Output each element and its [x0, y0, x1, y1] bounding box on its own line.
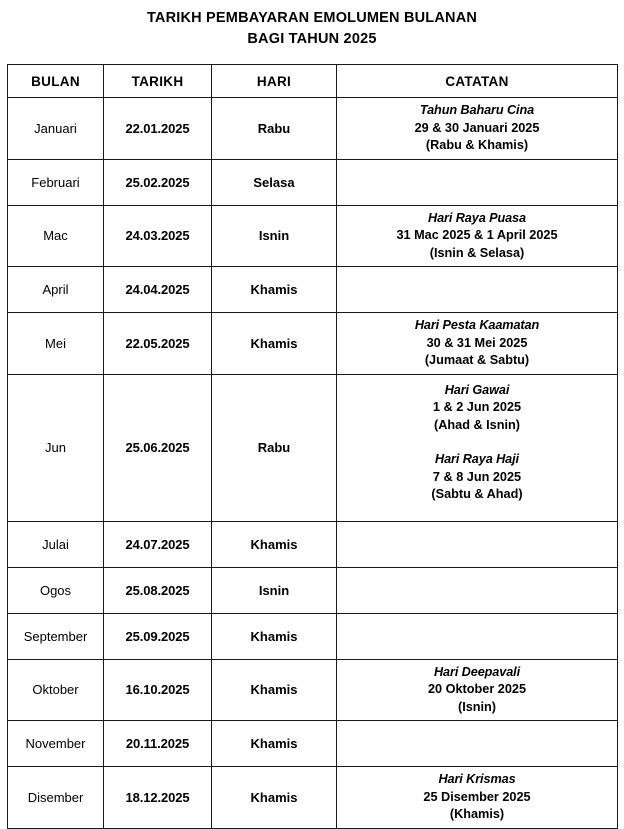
schedule-table-wrapper	[7, 64, 617, 829]
holiday-day: (Khamis)	[449, 807, 505, 821]
holiday-note	[340, 102, 614, 155]
table-row	[8, 98, 618, 160]
cell-catatan	[337, 159, 618, 205]
holiday-day: (Jumaat & Sabtu)	[424, 353, 530, 367]
cell-hari: Khamis	[212, 767, 337, 829]
holiday-note	[340, 210, 614, 263]
holiday-name: Tahun Baharu Cina	[419, 103, 535, 117]
cell-tarikh: 25.09.2025	[104, 613, 212, 659]
table-row	[8, 205, 618, 267]
cell-hari: Isnin	[212, 567, 337, 613]
holiday-date: 29 & 30 Januari 2025	[414, 120, 540, 135]
cell-catatan	[337, 567, 618, 613]
holiday-note	[340, 451, 614, 504]
cell-bulan: November	[8, 721, 104, 767]
cell-bulan: April	[8, 267, 104, 313]
cell-tarikh: 20.11.2025	[104, 721, 212, 767]
table-row	[8, 659, 618, 721]
cell-hari: Khamis	[212, 521, 337, 567]
cell-catatan	[337, 313, 618, 375]
table-header	[8, 65, 618, 98]
cell-bulan: Mac	[8, 205, 104, 267]
cell-hari: Selasa	[212, 159, 337, 205]
cell-tarikh: 24.07.2025	[104, 521, 212, 567]
cell-bulan: Oktober	[8, 659, 104, 721]
cell-catatan	[337, 374, 618, 521]
column-header-bulan: BULAN	[8, 65, 104, 98]
table-body	[8, 98, 618, 829]
cell-bulan: Disember	[8, 767, 104, 829]
table-row	[8, 767, 618, 829]
holiday-date: 25 Disember 2025	[423, 789, 531, 804]
holiday-day: (Rabu & Khamis)	[425, 138, 529, 152]
table-header-row	[8, 65, 618, 98]
table-row	[8, 374, 618, 521]
cell-catatan	[337, 659, 618, 721]
cell-tarikh: 25.06.2025	[104, 374, 212, 521]
cell-hari: Isnin	[212, 205, 337, 267]
title-line-1: TARIKH PEMBAYARAN EMOLUMEN BULANAN	[146, 10, 478, 26]
holiday-day: (Isnin & Selasa)	[429, 245, 525, 260]
holiday-name: Hari Krismas	[438, 772, 516, 786]
holiday-name: Hari Gawai	[444, 382, 510, 397]
title-line-2: BAGI TAHUN 2025	[247, 31, 377, 47]
cell-hari: Khamis	[212, 313, 337, 375]
cell-bulan: Mei	[8, 313, 104, 375]
cell-hari: Rabu	[212, 374, 337, 521]
holiday-name: Hari Raya Puasa	[428, 210, 526, 225]
holiday-note	[340, 382, 614, 435]
holiday-day: (Ahad & Isnin)	[434, 417, 520, 432]
cell-hari: Khamis	[212, 659, 337, 721]
holiday-date: 20 Oktober 2025	[427, 682, 527, 696]
cell-catatan	[337, 767, 618, 829]
table-row	[8, 613, 618, 659]
cell-bulan: Januari	[8, 98, 104, 160]
cell-catatan	[337, 521, 618, 567]
table-row	[8, 521, 618, 567]
cell-catatan	[337, 267, 618, 313]
holiday-note	[340, 664, 614, 717]
cell-bulan: Februari	[8, 159, 104, 205]
holiday-day: (Isnin)	[457, 699, 497, 714]
cell-bulan: Ogos	[8, 567, 104, 613]
cell-tarikh: 24.03.2025	[104, 205, 212, 267]
cell-tarikh: 24.04.2025	[104, 267, 212, 313]
column-header-catatan: CATATAN	[337, 65, 618, 98]
holiday-name: Hari Raya Haji	[435, 452, 519, 466]
page-title	[0, 0, 624, 50]
holiday-date: 30 & 31 Mei 2025	[426, 335, 528, 350]
cell-hari: Khamis	[212, 721, 337, 767]
holiday-name: Hari Pesta Kaamatan	[414, 318, 540, 332]
cell-tarikh: 22.05.2025	[104, 313, 212, 375]
cell-tarikh: 18.12.2025	[104, 767, 212, 829]
cell-catatan	[337, 98, 618, 160]
cell-hari: Rabu	[212, 98, 337, 160]
emolument-payment-schedule-table	[7, 64, 618, 829]
table-row	[8, 159, 618, 205]
cell-catatan	[337, 721, 618, 767]
holiday-date: 7 & 8 Jun 2025	[432, 469, 522, 484]
cell-catatan	[337, 205, 618, 267]
holiday-note	[340, 771, 614, 824]
cell-bulan: September	[8, 613, 104, 659]
cell-hari: Khamis	[212, 267, 337, 313]
cell-hari: Khamis	[212, 613, 337, 659]
column-header-tarikh: TARIKH	[104, 65, 212, 98]
table-row	[8, 267, 618, 313]
holiday-day: (Sabtu & Ahad)	[431, 487, 523, 501]
cell-tarikh: 16.10.2025	[104, 659, 212, 721]
cell-tarikh: 22.01.2025	[104, 98, 212, 160]
cell-tarikh: 25.02.2025	[104, 159, 212, 205]
holiday-date: 1 & 2 Jun 2025	[432, 400, 522, 414]
holiday-date: 31 Mac 2025 & 1 April 2025	[396, 228, 558, 242]
holiday-name: Hari Deepavali	[433, 664, 521, 679]
column-header-hari: HARI	[212, 65, 337, 98]
cell-bulan: Julai	[8, 521, 104, 567]
table-row	[8, 313, 618, 375]
cell-tarikh: 25.08.2025	[104, 567, 212, 613]
cell-catatan	[337, 613, 618, 659]
table-row	[8, 721, 618, 767]
table-row	[8, 567, 618, 613]
holiday-note	[340, 317, 614, 370]
cell-bulan: Jun	[8, 374, 104, 521]
